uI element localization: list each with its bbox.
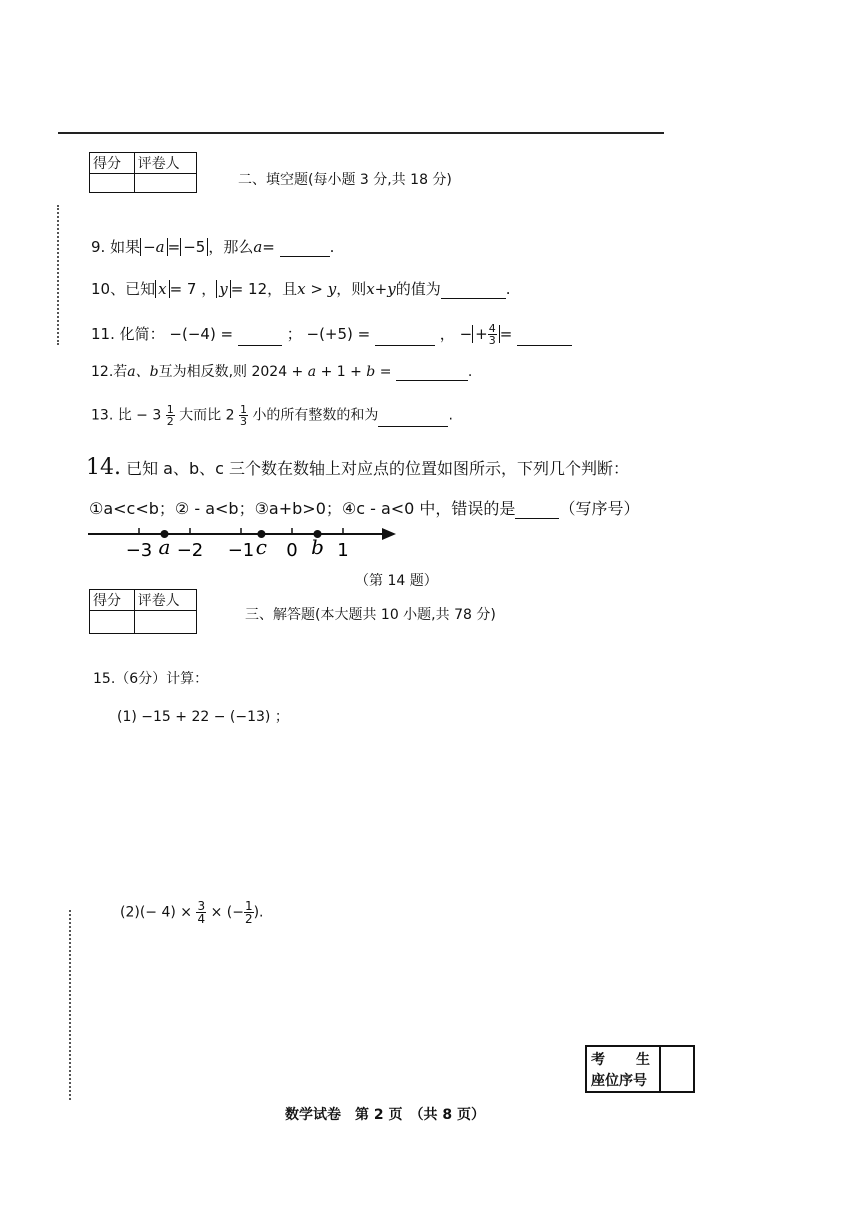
q11-frac-num: 4 <box>488 322 496 335</box>
q9-abs-1: −a <box>140 238 168 256</box>
axis-arrow <box>382 528 396 540</box>
q11-sep1: ； <box>286 325 302 343</box>
q15-fraction-1 <box>196 900 206 925</box>
q12-mid2: + 1 + <box>320 364 362 380</box>
q11-prefix: 11. 化简： <box>91 325 165 343</box>
seat-input-cell[interactable] <box>661 1047 693 1091</box>
q12-a: a <box>307 364 317 380</box>
q13-fraction-2 <box>239 404 248 427</box>
q11-part1: −(−4) = <box>169 325 234 343</box>
q14-answer-blank[interactable] <box>515 518 559 519</box>
q9-eq: = <box>167 238 181 256</box>
axis-tick-label: 0 <box>286 540 298 561</box>
q13-end: . <box>448 407 453 424</box>
q10-t1: = 7 ， <box>169 280 217 298</box>
q11-fraction <box>488 323 497 346</box>
q11-eq: = <box>499 325 513 343</box>
q15-p2-mid: × (− <box>210 904 244 921</box>
q15-p2-pre: (2)(− 4) × <box>120 904 193 921</box>
q10-t3: ，则 <box>336 280 367 298</box>
q12-end: . <box>467 364 473 380</box>
q14-number: 14. <box>86 455 121 480</box>
q10-answer-blank[interactable] <box>441 298 506 299</box>
question-15-head: 15.（6分）计算： <box>93 671 209 687</box>
q11-sep2: ， <box>439 325 455 343</box>
q15-f1-num: 3 <box>197 899 206 913</box>
q9-answer-blank[interactable] <box>280 256 330 257</box>
q13-mid: 大而比 2 <box>179 407 235 424</box>
q13-f1-num: 1 <box>166 403 174 416</box>
q9-mid: ，那么 <box>208 238 254 256</box>
q13-post: 小的所有整数的和为 <box>252 407 379 424</box>
q13-f1-den: 2 <box>166 415 174 428</box>
q14-line2: ①a<c<b；② - a<b；③a+b>0；④c - a<0 中，错误的是 <box>89 499 516 518</box>
q13-fraction-1 <box>166 404 175 427</box>
q10-abs-y: y <box>216 280 230 298</box>
question-14 <box>86 455 629 480</box>
axis-point-label: c <box>255 535 268 559</box>
seat-line-1: 考 生 <box>591 1052 651 1068</box>
q12-answer-blank[interactable] <box>396 380 468 381</box>
q10-prefix: 10、已知 <box>91 280 156 298</box>
q14-caption: （第 14 题） <box>355 573 438 589</box>
q10-t4: 的值为 <box>395 280 441 298</box>
page-footer: 数学试卷 第 2 页 （共 8 页） <box>285 1107 485 1123</box>
margin-dotted-line-2 <box>69 910 71 1100</box>
q13-f2-num: 1 <box>239 403 247 416</box>
axis-point-label: a <box>158 535 171 559</box>
q9-eq2: = <box>262 238 275 256</box>
question-15-part2 <box>120 900 264 925</box>
q14-suffix: （写序号） <box>559 499 640 518</box>
score-cell[interactable] <box>90 174 135 193</box>
q12-prefix: 12.若 <box>91 364 128 380</box>
q9-var: a <box>253 238 263 256</box>
q11-part2: −(+5) = <box>306 325 371 343</box>
score-box-2 <box>89 589 197 634</box>
section2-title: 二、填空题(每小题 3 分,共 18 分) <box>238 172 452 188</box>
q15-f2-num: 1 <box>244 899 253 913</box>
score-label-2: 得分 <box>90 590 135 611</box>
question-15-part1: (1) −15 + 22 − (−13) ； <box>117 709 289 725</box>
question-10 <box>91 278 511 299</box>
axis-tick-label: 1 <box>337 540 349 561</box>
q13-answer-blank[interactable] <box>378 426 448 427</box>
seat-line-2: 座位序号 <box>591 1073 647 1089</box>
q11-blank-2[interactable] <box>375 345 435 346</box>
q11-blank-3[interactable] <box>517 345 572 346</box>
q13-f2-den: 3 <box>239 415 247 428</box>
q15-fraction-2 <box>244 900 254 925</box>
axis-tick-label: −1 <box>227 540 255 561</box>
grader-cell-2[interactable] <box>134 611 196 634</box>
axis-tick-label: −3 <box>125 540 153 561</box>
q10-t2: = 12，且 <box>230 280 298 298</box>
q13-prefix: 13. 比 − 3 <box>91 407 162 424</box>
seat-number-box <box>585 1045 695 1093</box>
top-rule <box>58 132 664 134</box>
q15-f2-den: 2 <box>244 912 253 926</box>
score-label: 得分 <box>90 153 135 174</box>
q10-abs-x: x <box>155 280 169 298</box>
q11-abs <box>472 322 500 347</box>
axis-point-label: b <box>311 535 324 559</box>
question-9 <box>91 236 334 257</box>
score-cell-2[interactable] <box>90 611 135 634</box>
q11-part3-neg: − <box>459 325 473 343</box>
q15-p2-end: ). <box>253 904 264 921</box>
score-box-1 <box>89 152 197 193</box>
q12-mid: 互为相反数,则 2024 + <box>158 364 304 380</box>
q14-statements <box>89 496 639 519</box>
q11-frac-den: 3 <box>488 334 496 347</box>
q12-ab: a、b <box>127 364 159 380</box>
grader-label: 评卷人 <box>134 153 196 174</box>
axis-tick-label: −2 <box>176 540 204 561</box>
q9-prefix: 9. 如果 <box>91 238 141 256</box>
grader-label-2: 评卷人 <box>134 590 196 611</box>
q10-cond: x > y <box>297 280 337 298</box>
number-line <box>86 518 406 568</box>
question-11 <box>91 323 572 346</box>
q9-end: . <box>329 238 335 256</box>
q11-plus: + <box>475 325 488 343</box>
q12-eq: = <box>379 364 392 380</box>
margin-dotted-line <box>57 205 59 345</box>
q10-expr: x+y <box>366 280 396 298</box>
q9-abs-2: −5 <box>180 238 208 256</box>
question-13 <box>91 404 453 427</box>
question-12 <box>91 361 472 381</box>
q12-b: b <box>366 364 376 380</box>
q10-end: . <box>505 280 511 298</box>
q15-f1-den: 4 <box>197 912 206 926</box>
grader-cell[interactable] <box>134 174 196 193</box>
section3-title: 三、解答题(本大题共 10 小题,共 78 分) <box>245 607 496 623</box>
q11-blank-1[interactable] <box>238 345 282 346</box>
q14-text: 已知 a、b、c 三个数在数轴上对应点的位置如图所示，下列几个判断： <box>126 459 630 478</box>
